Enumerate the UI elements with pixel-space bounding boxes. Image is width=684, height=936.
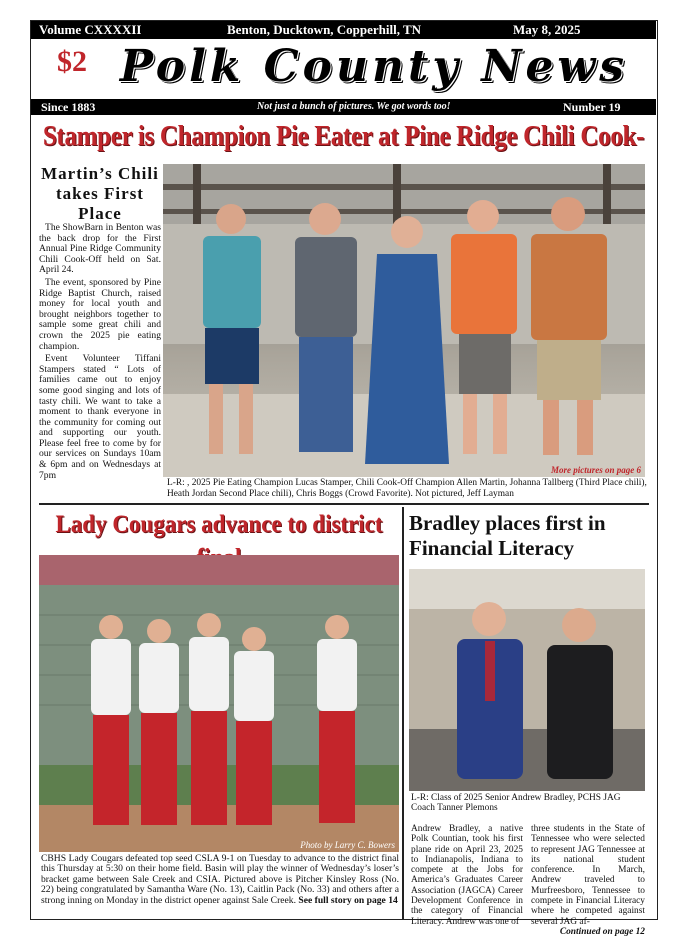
cougars-headline: Lady Cougars advance to district xyxy=(55,509,383,538)
player-4 xyxy=(234,627,274,825)
softball-photo xyxy=(39,555,399,852)
bradley-photo xyxy=(409,569,645,791)
masthead-title: Polk County News xyxy=(119,41,629,92)
player-2 xyxy=(139,619,179,825)
lead-photo-caption: L-R: , 2025 Pie Eating Champion Lucas Stamper, Chili Cook-Off Champion Allen Martin, Johanna Tallberg (Third Place chili), Heath Jordan Second Place chili), Chris Boggs (Crowd Favorite). Not pictured, Jeff Layman xyxy=(167,478,647,499)
more-pictures-note: More pictures on page 6 xyxy=(551,465,641,475)
lead-paragraph: The ShowBarn in Benton was the back drop for the First Annual Pine Ridge Community Chili Cook-Off held on Sat. April 24. xyxy=(39,222,161,276)
cougars-see-more: See full story on page 14 xyxy=(298,894,398,906)
cougars-article-body xyxy=(41,854,399,906)
sub-info-bar xyxy=(31,99,656,115)
since-label: Since 1883 xyxy=(41,100,96,114)
player-3 xyxy=(189,613,229,825)
player-1 xyxy=(91,615,131,825)
chili-cookoff-photo xyxy=(163,164,645,477)
column-divider xyxy=(402,507,404,919)
issue-number: Number 19 xyxy=(563,100,621,114)
bradley-column-2 xyxy=(531,824,645,936)
player-5 xyxy=(317,615,357,823)
lead-paragraph: The event, sponsored by Pine Ridge Baptist Church, raised money for local youth and brought neighbors together to sample some great chili and crown the 2025 pie eating champion. xyxy=(39,276,161,352)
photo-credit: Photo by Larry C. Bowers xyxy=(300,840,395,850)
slogan-label: Not just a bunch of pictures. We got words too! xyxy=(257,101,451,112)
lead-paragraph: Event Volunteer Tiffani Stampers stated “ Lots of families came out to enjoy some good singing and lots of tasty chili. We want to take a moment to thank everyone in the community for coming out and supporting our youth. Please feel free to come by for our services on Sundays 10am & 6pm and on Wednesdays at 7pm xyxy=(39,353,161,481)
softball-photo-art xyxy=(39,555,399,852)
chili-cookoff-photo-art xyxy=(163,164,645,477)
bradley-column-1: Andrew Bradley, a native Polk Countian, took his first plane ride on April 23, 2025 to Indianapolis, Indiana to compete at the Jobs for America’s Graduates Career Association (JAGCA) Career Development Conference in the category of Financial Literacy. Andrew was one of xyxy=(411,824,523,927)
person-2 xyxy=(295,203,357,452)
cougars-body-text: CBHS Lady Cougars defeated top seed CSLA 9-1 on Tuesday to advance to the district final this Thursday at 5:30 on their home field. Basin will play the winner of Wednesday’s loser’s bracket game between Sale Creek and CSIA. Pictured above is Pitcher Kinsley Ross (No. 22) being congratulated by Samantha Ware (No. 13), Caitlin Pack (No. 33) and others after a strong inning on Monday in the district opener against Sale Creek. xyxy=(41,853,399,906)
volume-label: Volume CXXXXII xyxy=(39,22,142,37)
bradley-column-2-text: three students in the State of Tennessee who were selected to represent JAG Tennessee at its national student conference. In March, Andrew traveled to Murfreesboro, Tennessee to compete in Financial Literacy where he competed against several JAG af- xyxy=(531,824,645,927)
section-divider xyxy=(39,503,649,505)
bradley-photo-caption: L-R: Class of 2025 Senior Andrew Bradley, PCHS JAG Coach Tanner Plemons xyxy=(411,793,621,814)
towns-label: Benton, Ducktown, Copperhill, TN xyxy=(227,22,422,37)
bradley-headline: Bradley places first in Financial Literacy xyxy=(409,511,606,560)
top-info-bar xyxy=(31,21,656,39)
lead-headline: Stamper is Champion Pie Eater at Pine Ridge Chili Cook- xyxy=(42,120,645,152)
side-headline: Martin’s Chili takes First Place xyxy=(41,164,159,223)
bradley-photo-art xyxy=(409,569,645,791)
price-label: $2 xyxy=(57,45,87,78)
lead-article-body xyxy=(39,223,161,483)
issue-date: May 8, 2025 xyxy=(513,22,581,37)
newspaper-front-page xyxy=(30,20,658,936)
continued-note: Continued on page 12 xyxy=(559,926,645,936)
